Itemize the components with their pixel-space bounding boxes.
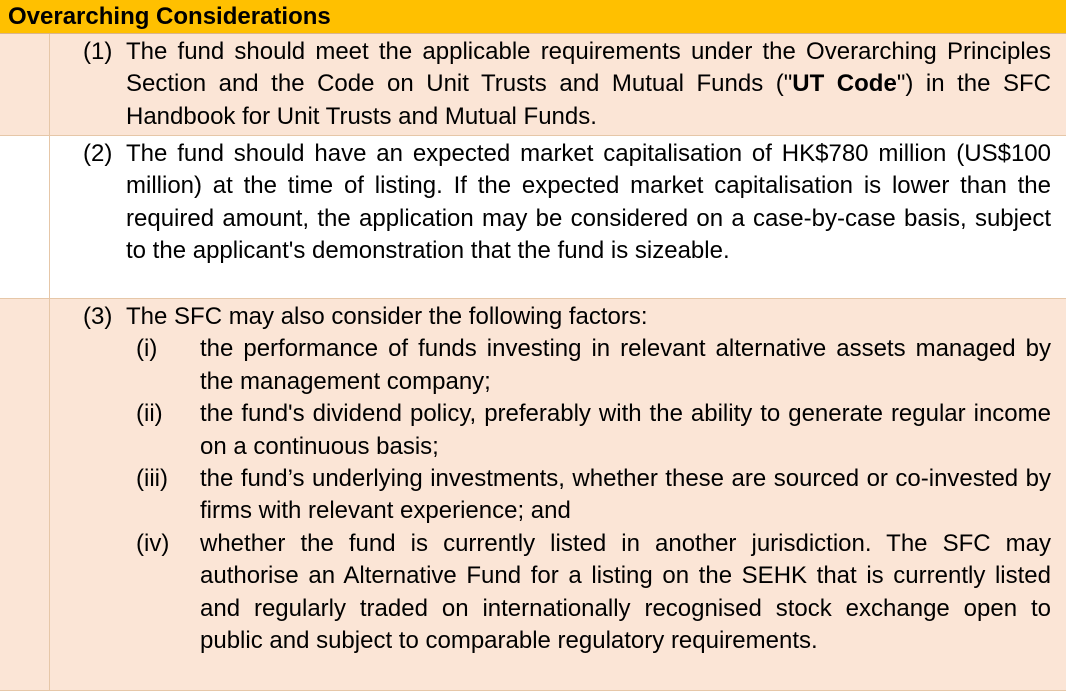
row-content (50, 299, 1066, 690)
row-left-cell (0, 34, 50, 135)
sub-item-number: (iii) (136, 465, 168, 493)
item-text (126, 36, 1051, 133)
item-number: (1) (83, 38, 113, 65)
sub-list-item (50, 528, 1051, 658)
sub-list-item (50, 333, 1051, 398)
header-title: Overarching Considerations (8, 3, 331, 30)
sub-item-number: (ii) (136, 400, 163, 428)
sub-item-text: whether the fund is currently listed in another jurisdiction. The SFC may authorise an Alternative Fund for a listing on the SEHK that is currently listed and regularly traded on internationally recognised stock exchange open to public and subject to comparable regulatory requirements. (200, 529, 1051, 655)
sub-list-item (50, 463, 1051, 528)
sub-list-item (50, 398, 1051, 463)
sub-item-number: (iv) (136, 529, 170, 557)
sub-item-text: the fund’s underlying investments, whether these are sourced or co-invested by firms with relevant experience; and (200, 465, 1051, 525)
row-left-cell (0, 136, 50, 298)
sub-item-text: the performance of funds investing in relevant alternative assets managed by the management company; (200, 335, 1051, 395)
row-content (50, 34, 1066, 135)
list-item (50, 36, 1051, 133)
item-number: (3) (83, 303, 113, 330)
item-text-part: The fund should meet the applicable requirements under the Overarching Principles Section and the Code on Unit Trusts and Mutual Funds (" (126, 38, 1051, 98)
list-item (50, 138, 1051, 268)
item-text-part: ") in the SFC Handbook for Unit Trusts and Mutual Funds. (126, 70, 1051, 130)
table-row (0, 34, 1066, 136)
item-text-bold: UT Code (792, 70, 897, 98)
sub-item-text: the fund's dividend policy, preferably with the ability to generate regular income on a continuous basis; (200, 400, 1051, 460)
item-text: The fund should have an expected market capitalisation of HK$780 million (US$100 million) at the time of listing. If the expected market capitalisation is lower than the required amount, the application may be considered on a case-by-case basis, subject to the applicant's demonstration that the fund is sizeable. (126, 140, 1051, 265)
table-header (0, 0, 1066, 34)
sub-item-number: (i) (136, 335, 158, 363)
row-content (50, 136, 1066, 298)
item-text: The SFC may also consider the following factors: (126, 303, 648, 330)
table-row (0, 299, 1066, 691)
row-left-cell (0, 299, 50, 690)
item-number: (2) (83, 140, 113, 167)
list-item (50, 301, 1051, 333)
table-row (0, 136, 1066, 299)
